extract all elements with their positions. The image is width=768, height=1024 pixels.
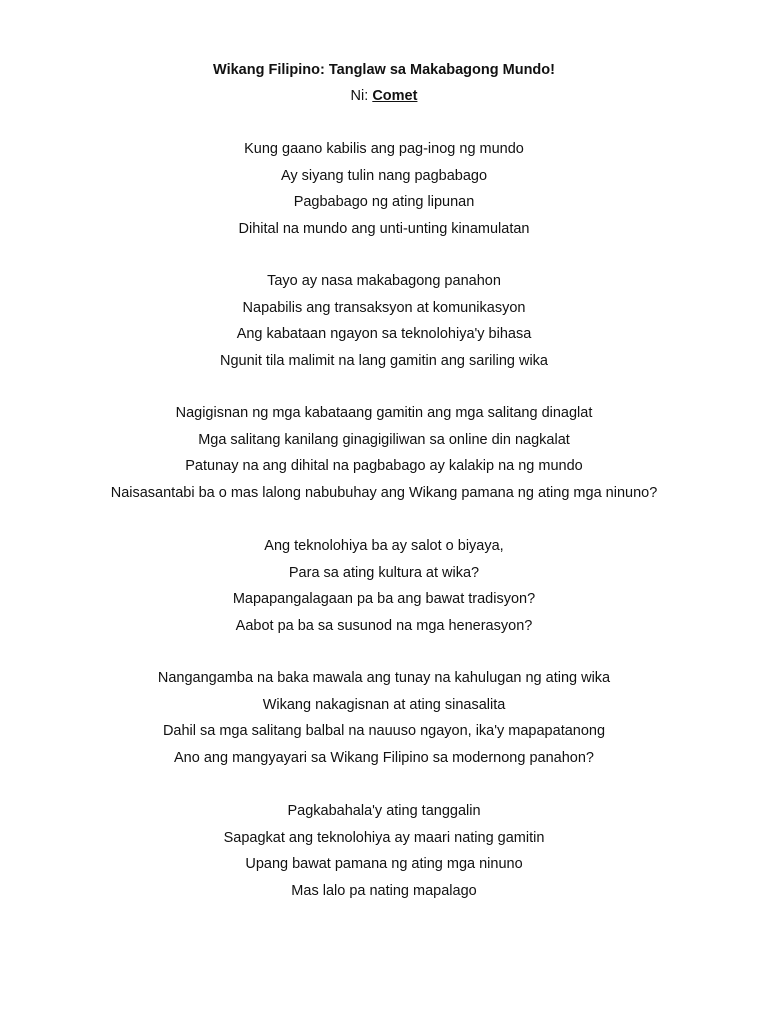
- poem-line: Upang bawat pamana ng ating mga ninuno: [245, 856, 523, 872]
- poem-line: Napabilis ang transaksyon at komunikasyon: [242, 299, 526, 316]
- poem-line: Sapagkat ang teknolohiya ay maari nating gamitin: [223, 829, 545, 846]
- poem-byline: [0, 87, 768, 105]
- poem-line: Para sa ating kultura at wika?: [288, 564, 480, 581]
- poem-line: Ang teknolohiya ba ay salot o biyaya,: [264, 538, 504, 554]
- poem-line: Nangangamba na baka mawala ang tunay na kahulugan ng ating wika: [157, 670, 611, 686]
- poem-line: Mapapangalagaan pa ba ang bawat tradisyon?: [232, 591, 536, 607]
- poem-line: Pagbabago ng ating lipunan: [293, 194, 475, 210]
- poem-line: Nagigisnan ng mga kabataang gamitin ang mga salitang dinaglat: [175, 405, 593, 421]
- poem-line: Mga salitang kanilang ginagigiliwan sa online din nagkalat: [198, 431, 570, 448]
- poem-line: Pagkabahala'y ating tanggalin: [287, 803, 481, 819]
- stanza-2: [0, 272, 768, 378]
- byline-prefix: Ni:: [350, 88, 369, 104]
- poem-line: Mas lalo pa nating mapalago: [291, 882, 477, 899]
- poem-author: Comet: [372, 88, 418, 104]
- stanza-3: [0, 404, 768, 510]
- poem-line: Dihital na mundo ang unti-unting kinamulatan: [238, 220, 530, 237]
- poem-line: Ngunit tila malimit na lang gamitin ang sariling wika: [219, 352, 548, 369]
- stanza-6: [0, 802, 768, 908]
- poem-line: Dahil sa mga salitang balbal na nauuso ngayon, ika'y mapapatanong: [162, 723, 606, 739]
- stanza-4: [0, 537, 768, 643]
- poem-line: Wikang nakagisnan at ating sinasalita: [262, 696, 506, 713]
- poem-line: Ano ang mangyayari sa Wikang Filipino sa modernong panahon?: [174, 749, 594, 766]
- poem-line: Ay siyang tulin nang pagbabago: [280, 167, 488, 184]
- poem-line: Aabot pa ba sa susunod na mga henerasyon?: [235, 617, 533, 634]
- poem-title: Wikang Filipino: Tanglaw sa Makabagong Mundo!: [213, 62, 555, 78]
- poem-line: Patunay na ang dihital na pagbabago ay kalakip na ng mundo: [185, 458, 583, 474]
- poem-line: Kung gaano kabilis ang pag-inog ng mundo: [244, 141, 524, 157]
- stanza-1: [0, 140, 768, 246]
- poem-line: Tayo ay nasa makabagong panahon: [267, 273, 501, 289]
- stanza-5: [0, 669, 768, 775]
- poem-line: Naisasantabi ba o mas lalong nabubuhay ang Wikang pamana ng ating mga ninuno?: [110, 484, 658, 501]
- poem-line: Ang kabataan ngayon sa teknolohiya'y bihasa: [236, 326, 532, 342]
